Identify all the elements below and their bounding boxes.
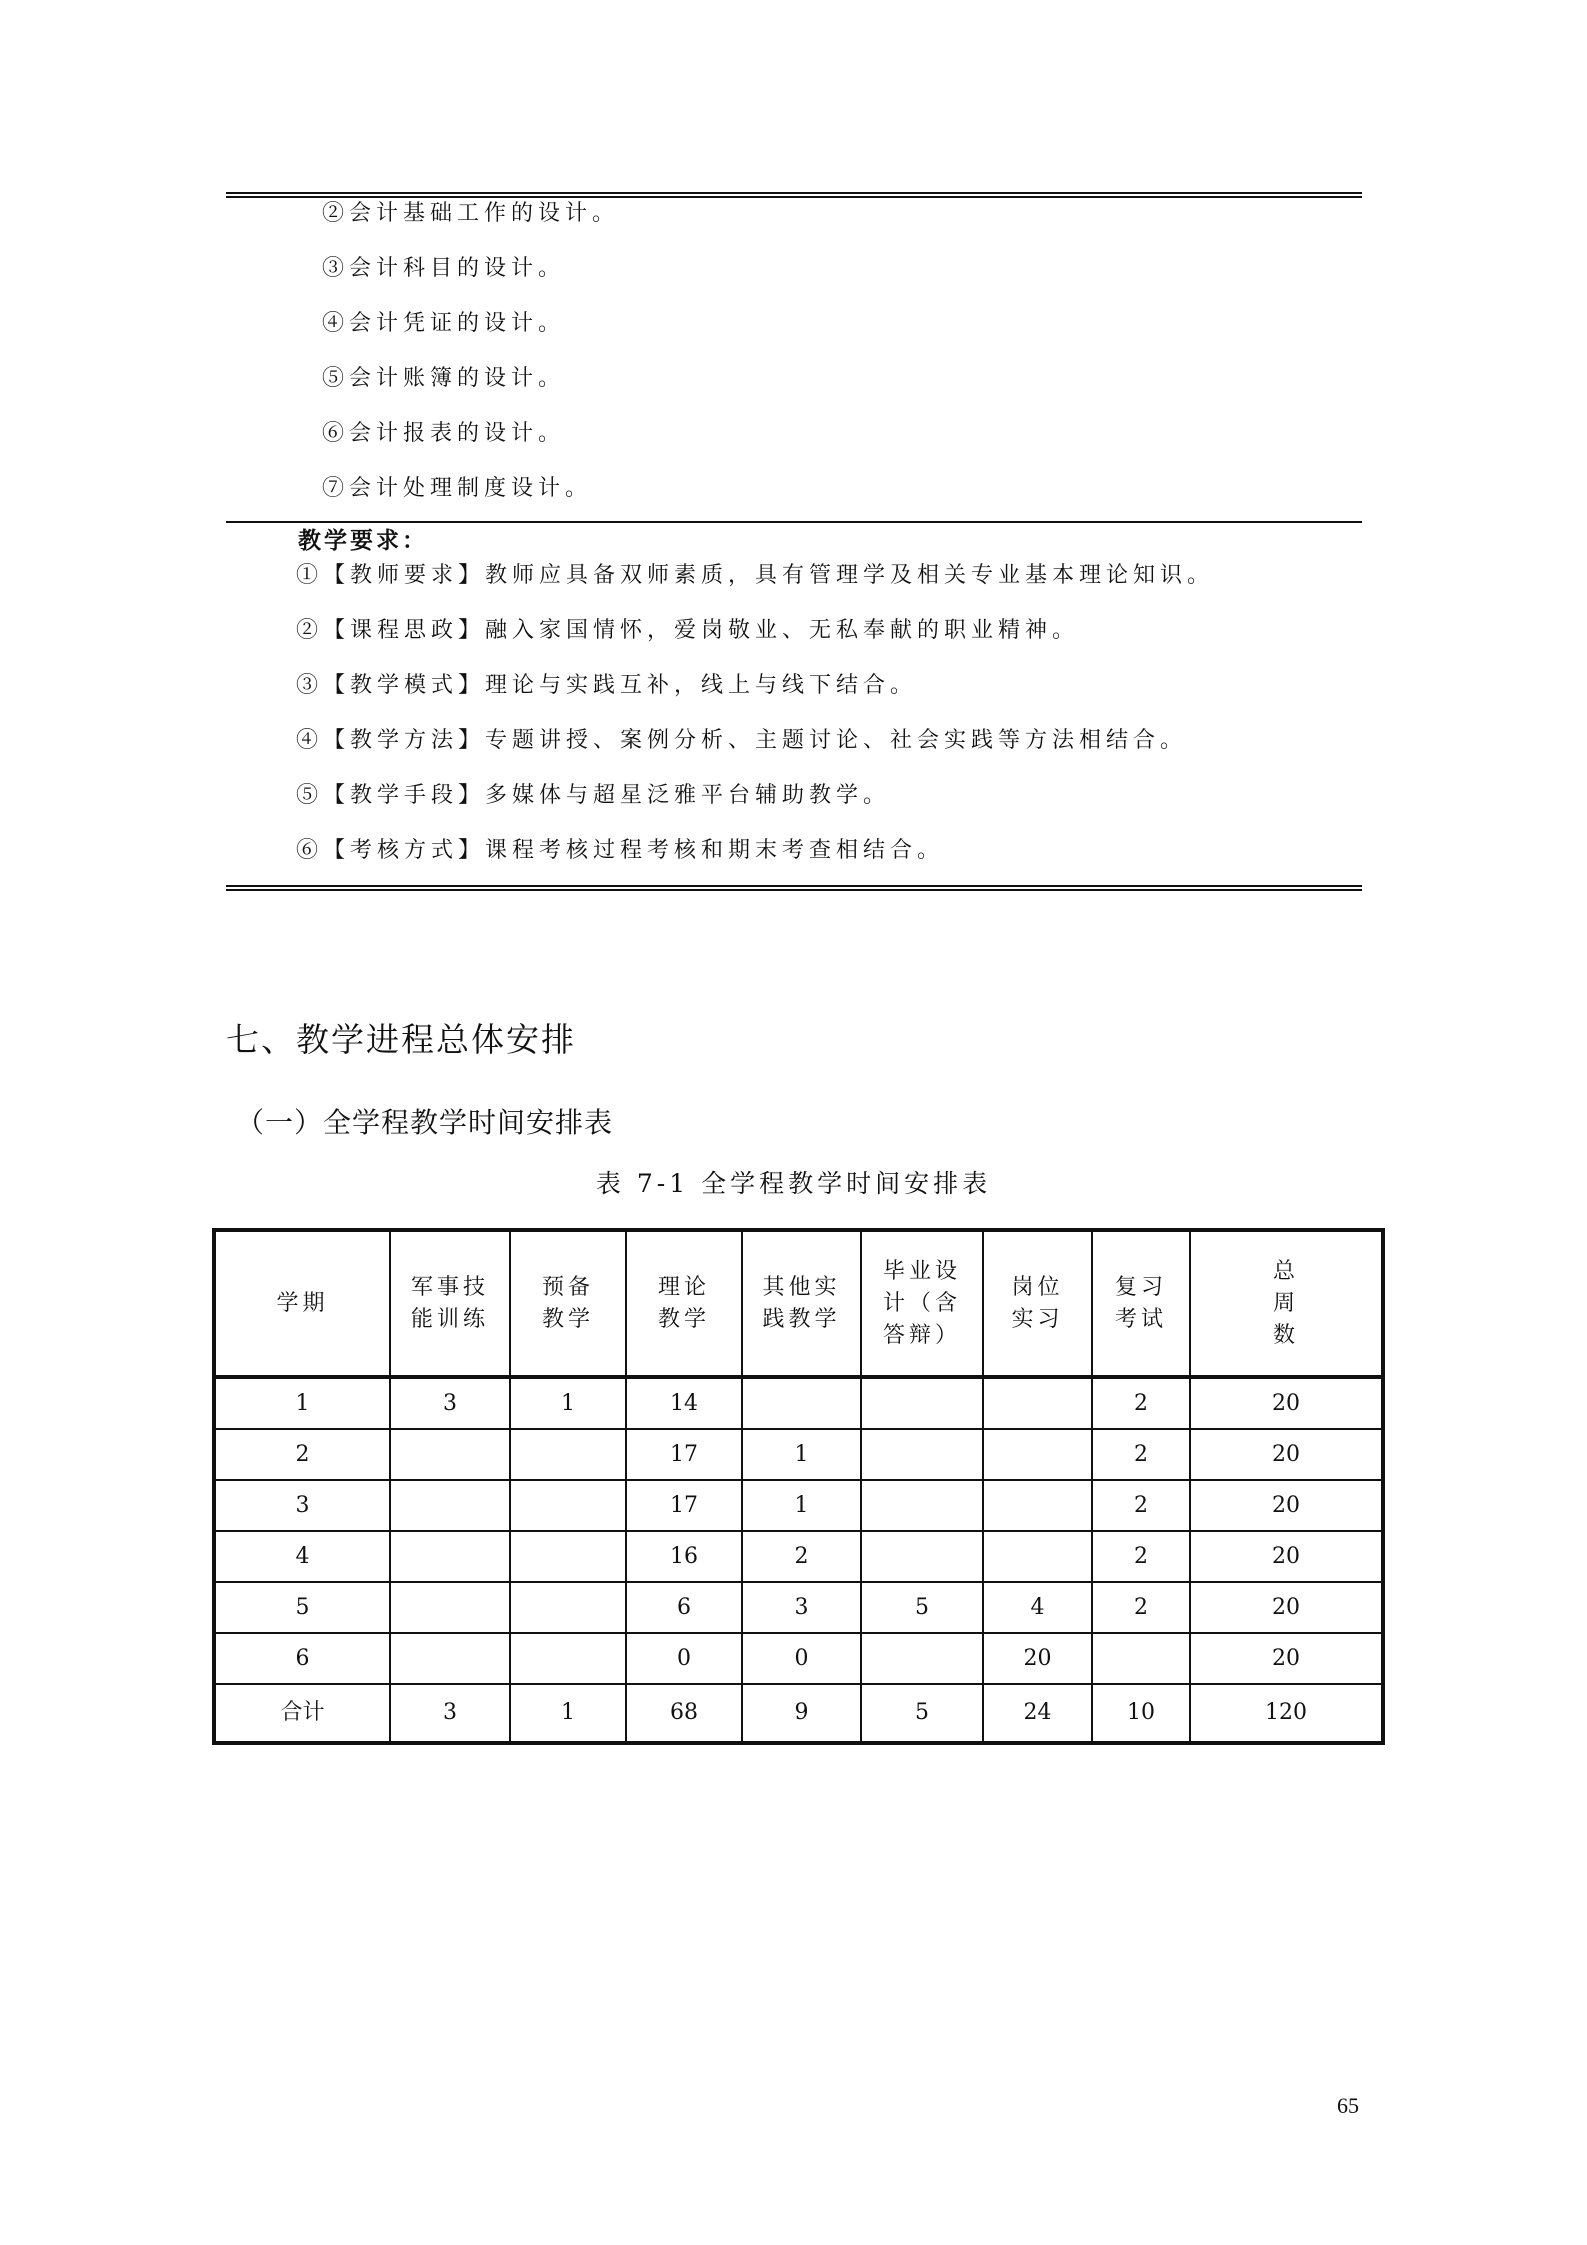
table-cell: 20 xyxy=(1190,1429,1383,1480)
table-cell: 10 xyxy=(1092,1684,1190,1743)
table-caption: 表 7-1 全学程教学时间安排表 xyxy=(595,1169,992,1198)
table-cell: 1 xyxy=(510,1377,626,1429)
column-header-line: 实习 xyxy=(1011,1306,1064,1332)
table-cell: 6 xyxy=(214,1633,390,1684)
table-cell xyxy=(510,1480,626,1531)
table-row xyxy=(214,1377,1383,1429)
table-cell: 4 xyxy=(214,1531,390,1582)
table-cell: 20 xyxy=(1190,1582,1383,1633)
column-header-line: 总 xyxy=(1272,1258,1299,1284)
table-cell xyxy=(510,1633,626,1684)
content-item: ⑦会计处理制度设计。 xyxy=(322,476,593,501)
requirement-item: ④【教学方法】专题讲授、案例分析、主题讨论、社会实践等方法相结合。 xyxy=(296,728,1188,753)
column-header xyxy=(1092,1230,1190,1377)
table-cell xyxy=(861,1480,983,1531)
column-header-line: 学期 xyxy=(276,1290,329,1316)
top-double-rule xyxy=(226,192,1362,198)
table-cell: 1 xyxy=(510,1684,626,1743)
table-cell xyxy=(510,1582,626,1633)
table-cell xyxy=(510,1531,626,1582)
column-header-line: 教学 xyxy=(541,1306,594,1332)
table-cell xyxy=(861,1531,983,1582)
table-cell: 1 xyxy=(742,1429,861,1480)
section-divider xyxy=(226,521,1362,523)
column-header xyxy=(390,1230,510,1377)
table-cell xyxy=(510,1429,626,1480)
table-cell: 0 xyxy=(626,1633,742,1684)
table-row xyxy=(214,1480,1383,1531)
table-cell: 5 xyxy=(214,1582,390,1633)
column-header-line: 复习 xyxy=(1114,1274,1167,1300)
table-cell xyxy=(983,1429,1092,1480)
requirement-item: ⑥【考核方式】课程考核过程考核和期末考查相结合。 xyxy=(296,838,945,863)
table-row xyxy=(214,1582,1383,1633)
table-cell: 24 xyxy=(983,1684,1092,1743)
table-cell xyxy=(861,1377,983,1429)
requirements-title: 教学要求： xyxy=(298,527,428,554)
column-header xyxy=(626,1230,742,1377)
content-item: ③会计科目的设计。 xyxy=(322,256,566,281)
section-heading: 七、教学进程总体安排 xyxy=(226,1020,576,1059)
column-header xyxy=(983,1230,1092,1377)
table-cell: 9 xyxy=(742,1684,861,1743)
requirement-item: ①【教师要求】教师应具备双师素质，具有管理学及相关专业基本理论知识。 xyxy=(296,563,1215,588)
table-row xyxy=(214,1531,1383,1582)
table-cell xyxy=(983,1377,1092,1429)
table-row xyxy=(214,1429,1383,1480)
schedule-table xyxy=(212,1228,1385,1745)
table-cell: 0 xyxy=(742,1633,861,1684)
table-cell: 120 xyxy=(1190,1684,1383,1743)
table-cell: 2 xyxy=(1092,1429,1190,1480)
table-cell: 3 xyxy=(214,1480,390,1531)
content-item: ②会计基础工作的设计。 xyxy=(322,201,620,226)
table-cell xyxy=(390,1633,510,1684)
table-cell xyxy=(390,1429,510,1480)
table-cell: 6 xyxy=(626,1582,742,1633)
column-header-line: 理论 xyxy=(657,1274,710,1300)
table-cell xyxy=(390,1582,510,1633)
page-number: 65 xyxy=(1337,2093,1359,2118)
column-header xyxy=(861,1230,983,1377)
table-cell: 5 xyxy=(861,1582,983,1633)
table-cell: 2 xyxy=(1092,1377,1190,1429)
column-header-line: 考试 xyxy=(1114,1306,1167,1332)
table-cell: 3 xyxy=(390,1684,510,1743)
table-cell xyxy=(983,1531,1092,1582)
table-cell: 3 xyxy=(742,1582,861,1633)
table-cell: 3 xyxy=(390,1377,510,1429)
table-cell: 20 xyxy=(1190,1633,1383,1684)
table-cell: 20 xyxy=(983,1633,1092,1684)
table-cell: 16 xyxy=(626,1531,742,1582)
table-cell: 2 xyxy=(1092,1480,1190,1531)
table-cell xyxy=(861,1429,983,1480)
table-cell: 20 xyxy=(1190,1531,1383,1582)
table-cell: 2 xyxy=(1092,1582,1190,1633)
column-header-line: 践教学 xyxy=(762,1306,841,1332)
column-header-line: 毕业设 xyxy=(882,1258,961,1284)
table-cell: 1 xyxy=(214,1377,390,1429)
column-header-line: 教学 xyxy=(657,1306,710,1332)
requirement-item: ②【课程思政】融入家国情怀，爱岗敬业、无私奉献的职业精神。 xyxy=(296,618,1080,643)
table-cell xyxy=(983,1480,1092,1531)
table-header-row xyxy=(214,1230,1383,1377)
table-cell xyxy=(390,1531,510,1582)
table-cell: 5 xyxy=(861,1684,983,1743)
column-header xyxy=(510,1230,626,1377)
table-cell: 14 xyxy=(626,1377,742,1429)
table-cell: 20 xyxy=(1190,1377,1383,1429)
column-header-line: 岗位 xyxy=(1011,1274,1064,1300)
column-header-line: 预备 xyxy=(541,1274,594,1300)
column-header-line: 数 xyxy=(1272,1322,1299,1348)
column-header-line: 计（含 xyxy=(882,1290,961,1316)
column-header-line: 答辩） xyxy=(882,1322,961,1348)
section-subheading: （一）全学程教学时间安排表 xyxy=(236,1106,614,1139)
table-cell: 2 xyxy=(742,1531,861,1582)
column-header xyxy=(742,1230,861,1377)
table-cell: 4 xyxy=(983,1582,1092,1633)
table-cell: 17 xyxy=(626,1429,742,1480)
content-item: ⑤会计账簿的设计。 xyxy=(322,366,566,391)
table-cell xyxy=(742,1377,861,1429)
content-item: ⑥会计报表的设计。 xyxy=(322,421,566,446)
table-cell: 17 xyxy=(626,1480,742,1531)
table-total-row xyxy=(214,1684,1383,1743)
table-row xyxy=(214,1633,1383,1684)
column-header-line: 周 xyxy=(1272,1290,1299,1316)
table-cell: 20 xyxy=(1190,1480,1383,1531)
column-header-line: 军事技 xyxy=(410,1274,489,1300)
table-cell xyxy=(390,1480,510,1531)
table-cell xyxy=(1092,1633,1190,1684)
requirement-item: ③【教学模式】理论与实践互补，线上与线下结合。 xyxy=(296,673,918,698)
content-item: ④会计凭证的设计。 xyxy=(322,311,566,336)
requirement-item: ⑤【教学手段】多媒体与超星泛雅平台辅助教学。 xyxy=(296,783,891,808)
table-cell xyxy=(861,1633,983,1684)
table-cell: 2 xyxy=(214,1429,390,1480)
table-cell: 合计 xyxy=(214,1684,390,1743)
table-cell: 2 xyxy=(1092,1531,1190,1582)
column-header xyxy=(214,1230,390,1377)
bottom-double-rule xyxy=(226,885,1362,891)
column-header-line: 其他实 xyxy=(762,1274,841,1300)
table-cell: 1 xyxy=(742,1480,861,1531)
column-header-line: 能训练 xyxy=(410,1306,489,1332)
table-cell: 68 xyxy=(626,1684,742,1743)
column-header xyxy=(1190,1230,1383,1377)
